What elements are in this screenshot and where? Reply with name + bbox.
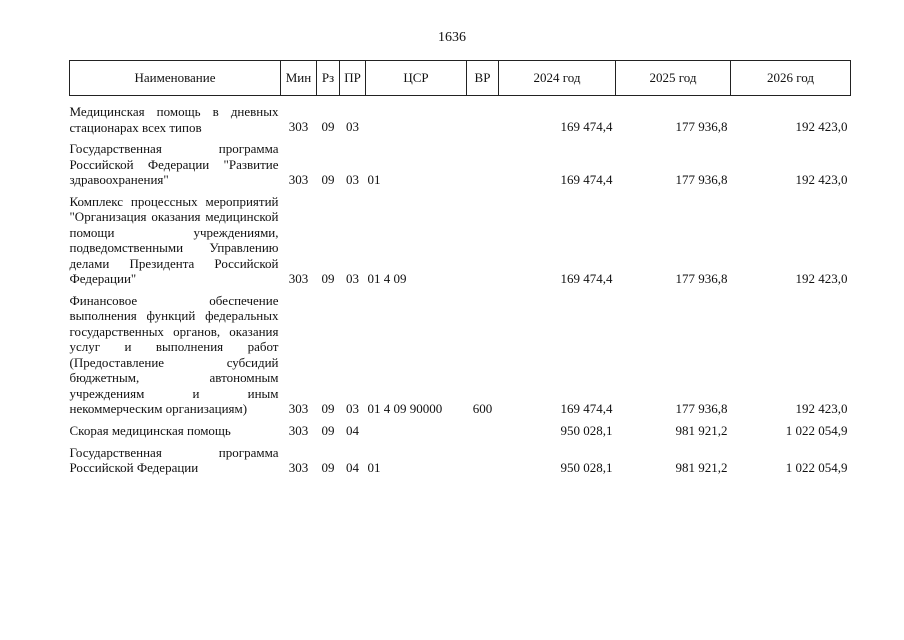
row-2025: 177 936,8 (675, 119, 728, 134)
row-min: 303 (288, 119, 309, 134)
row-csr (366, 417, 467, 439)
header-vr: ВР (467, 61, 499, 96)
header-2026: 2026 год (731, 61, 851, 96)
row-name: Государственная программа Российской Федерации "Развитие здравоохранения" (69, 141, 279, 187)
row-2024: 169 474,4 (560, 400, 613, 416)
row-2024: 169 474,4 (560, 171, 613, 187)
row-2026: 1 022 054,9 (785, 459, 848, 475)
row-pr: 04 (346, 459, 359, 475)
page-number: 1636 (438, 30, 466, 45)
table-row (70, 96, 851, 136)
row-csr (366, 96, 467, 136)
row-2024: 169 474,4 (560, 119, 613, 134)
header-2024: 2024 год (499, 61, 616, 96)
row-rz: 09 (321, 119, 335, 134)
row-vr (467, 96, 499, 136)
row-vr (467, 439, 499, 476)
row-name: Комплекс процессных мероприятий "Организация оказания медицинской помощи учреждениями, подведомственными Управлению делами Президента Российской Федерации" (69, 193, 279, 286)
row-rz: 09 (321, 270, 335, 286)
table-row (70, 439, 851, 476)
row-2025: 177 936,8 (675, 270, 728, 286)
row-2025: 177 936,8 (675, 171, 728, 187)
row-csr: 01 4 09 (367, 270, 407, 286)
row-2026: 192 423,0 (795, 270, 848, 286)
header-2025: 2025 год (616, 61, 731, 96)
row-2024: 950 028,1 (560, 422, 613, 438)
row-rz: 09 (321, 422, 335, 438)
row-name: Финансовое обеспечение выполнения функций федеральных государственных органов, оказания услуг и выполнения работ (Предоставление субсидий бюджетным, автономным учреждениям и иным некоммерческим организациям) (69, 292, 279, 416)
header-rz: Рз (317, 61, 340, 96)
row-csr: 01 (367, 459, 381, 475)
header-csr: ЦСР (366, 61, 467, 96)
table-body (70, 96, 851, 476)
row-min: 303 (288, 171, 309, 187)
row-pr: 03 (346, 171, 359, 187)
row-vr: 600 (472, 400, 493, 416)
row-pr: 03 (346, 119, 359, 134)
row-name: Медицинская помощь в дневных стационарах всех типов (69, 104, 279, 135)
row-rz: 09 (321, 400, 335, 416)
table-header (70, 61, 851, 96)
header-name: Наименование (70, 61, 281, 96)
row-min: 303 (288, 270, 309, 286)
row-rz: 09 (321, 459, 335, 475)
row-min: 303 (288, 422, 309, 438)
row-csr: 01 4 09 90000 (367, 400, 443, 416)
row-min: 303 (288, 459, 309, 475)
table-row (70, 287, 851, 417)
budget-table (69, 60, 851, 476)
row-pr: 04 (346, 422, 359, 438)
row-pr: 03 (346, 270, 359, 286)
row-csr: 01 (367, 171, 381, 187)
row-2026: 1 022 054,9 (785, 422, 848, 438)
row-pr: 03 (346, 400, 359, 416)
row-2025: 981 921,2 (675, 422, 728, 438)
row-2025: 981 921,2 (675, 459, 728, 475)
header-min: Мин (281, 61, 317, 96)
row-rz: 09 (321, 171, 335, 187)
table-row (70, 135, 851, 188)
header-row (70, 61, 851, 96)
row-2026: 192 423,0 (795, 119, 848, 134)
row-2025: 177 936,8 (675, 400, 728, 416)
row-2026: 192 423,0 (795, 171, 848, 187)
row-min: 303 (288, 400, 309, 416)
table-row (70, 417, 851, 439)
row-2026: 192 423,0 (795, 400, 848, 416)
row-2024: 950 028,1 (560, 459, 613, 475)
table-row (70, 188, 851, 287)
row-vr (467, 417, 499, 439)
row-vr (467, 135, 499, 188)
header-pr: ПР (340, 61, 366, 96)
row-vr (467, 188, 499, 287)
row-2024: 169 474,4 (560, 270, 613, 286)
row-name: Государственная программа Российской Федерации (69, 444, 279, 475)
row-name: Скорая медицинская помощь (69, 423, 231, 438)
